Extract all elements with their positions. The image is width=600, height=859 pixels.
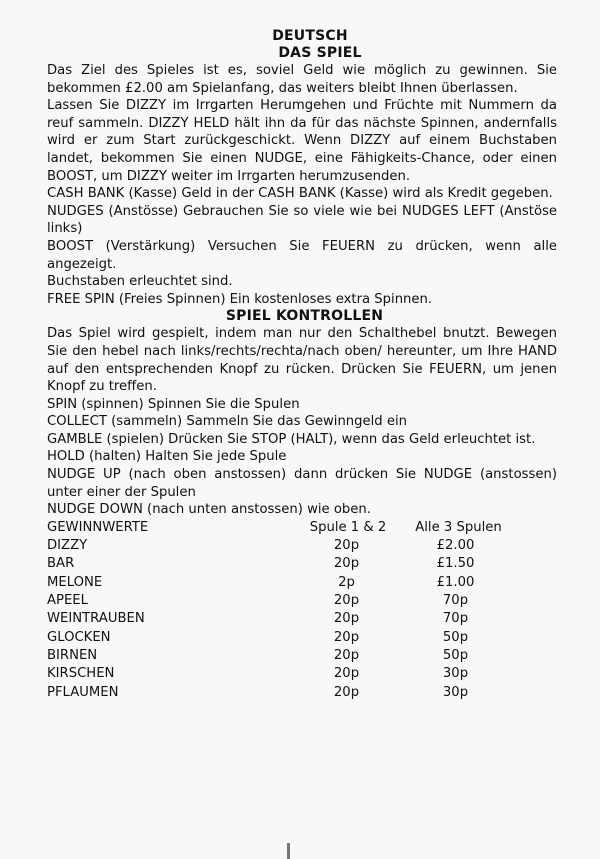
symbol-name: BIRNEN xyxy=(47,647,98,663)
game-paragraph: BOOST (Verstärkung) Versuchen Sie FEUERN zu drücken, wenn alle angezeigt. xyxy=(47,238,557,272)
controls-paragraph: GAMBLE (spielen) Drücken Sie STOP (HALT), wenn das Geld erleuchtet ist. xyxy=(47,431,536,447)
symbol-name: WEINTRAUBEN xyxy=(47,611,145,627)
controls-paragraph: Das Spiel wird gespielt, indem man nur den Schalthebel bnutzt. Bewegen Sie den hebel nach links/rechts/rechta/nach oben/ hereunter, um Ihre HAND auf den entsprechenden Knopf zu rücken. Drücken Sie FEUERN, um jenen Knopf zu treffen. xyxy=(47,326,557,395)
all-reels-value: 70p xyxy=(442,611,469,627)
symbol-name: MELONE xyxy=(47,574,103,590)
game-paragraph: Lassen Sie DIZZY im Irrgarten Herumgehen und Früchte mit Nummern da reuf sammeln. DIZZY HELD hält ihn da für das nächste Spinnen, andernfalls wird er zum Start zurückgeschickt. Wenn DIZZY auf einem Buchstaben landet, bekommen Sie einen NUDGE, eine Fähigkeits-Chance, oder einen BOOST, um DIZZY weiter im Irrgarten herumzusenden. xyxy=(47,98,557,184)
controls-paragraph: NUDGE DOWN (nach unten anstossen) wie oben. xyxy=(47,502,371,518)
reels-1-2-value: 20p xyxy=(333,629,360,645)
reels-1-2-value: 2p xyxy=(338,574,355,590)
reels-1-2-value: 20p xyxy=(333,611,360,627)
page-bottom-mark xyxy=(287,843,290,859)
symbol-name: DIZZY xyxy=(47,538,88,554)
winnings-row xyxy=(47,610,557,628)
reels-1-2-value: 20p xyxy=(333,556,360,572)
winnings-header-row xyxy=(47,519,557,537)
page-content xyxy=(47,28,557,702)
game-paragraph: Buchstaben erleuchtet sind. xyxy=(47,274,233,290)
controls-heading: SPIEL KONTROLLEN xyxy=(225,308,384,325)
winnings-row xyxy=(47,537,557,555)
game-paragraph: NUDGES (Anstösse) Gebrauchen Sie so viele wie bei NUDGES LEFT (Anstöse links) xyxy=(47,203,557,237)
reels-1-2-value: 20p xyxy=(333,538,360,554)
game-section xyxy=(47,62,557,308)
all-reels-value: 50p xyxy=(442,629,469,645)
symbol-name: APEEL xyxy=(47,593,88,609)
winnings-header-symbol: GEWINNWERTE xyxy=(47,519,149,535)
controls-paragraph: COLLECT (sammeln) Sammeln Sie das Gewinngeld ein xyxy=(47,414,408,430)
reels-1-2-value: 20p xyxy=(333,684,360,700)
all-reels-value: 30p xyxy=(442,684,469,700)
symbol-name: GLOCKEN xyxy=(47,629,111,645)
symbol-name: KIRSCHEN xyxy=(47,666,115,682)
all-reels-value: £1.50 xyxy=(436,556,475,572)
game-heading: DAS SPIEL xyxy=(278,45,362,61)
controls-paragraph: HOLD (halten) Halten Sie jede Spule xyxy=(47,449,287,465)
controls-paragraph: SPIN (spinnen) Spinnen Sie die Spulen xyxy=(47,396,300,412)
all-reels-value: 30p xyxy=(442,666,469,682)
controls-paragraph: NUDGE UP (nach oben anstossen) dann drücken Sie NUDGE (anstossen) unter einer der Spulen xyxy=(47,467,557,500)
symbol-name: PFLAUMEN xyxy=(47,684,119,700)
symbol-name: BAR xyxy=(47,556,75,572)
reels-1-2-value: 20p xyxy=(333,593,360,609)
reels-1-2-value: 20p xyxy=(333,647,360,663)
language-heading: DEUTSCH xyxy=(272,28,348,44)
winnings-header-all-reels: Alle 3 Spulen xyxy=(415,519,502,535)
all-reels-value: 70p xyxy=(442,593,469,609)
winnings-row xyxy=(47,629,557,647)
game-paragraph: CASH BANK (Kasse) Geld in der CASH BANK (Kasse) wird als Kredit gegeben. xyxy=(47,186,553,202)
winnings-table xyxy=(47,519,557,702)
winnings-row xyxy=(47,684,557,702)
winnings-row xyxy=(47,574,557,592)
winnings-row xyxy=(47,555,557,573)
controls-section xyxy=(47,325,557,519)
winnings-header-reels-1-2: Spule 1 & 2 xyxy=(309,519,387,535)
all-reels-value: £1.00 xyxy=(436,574,475,590)
all-reels-value: 50p xyxy=(442,647,469,663)
game-paragraph: Das Ziel des Spieles ist es, soviel Geld wie möglich zu gewinnen. Sie bekommen £2.00 am Spielanfang, das weiters bleibt Ihnen überlassen. xyxy=(47,63,557,96)
game-paragraph: FREE SPIN (Freies Spinnen) Ein kostenloses extra Spinnen. xyxy=(47,291,433,307)
reels-1-2-value: 20p xyxy=(333,666,360,682)
winnings-row xyxy=(47,647,557,665)
winnings-row xyxy=(47,592,557,610)
winnings-row xyxy=(47,665,557,683)
all-reels-value: £2.00 xyxy=(436,538,475,554)
